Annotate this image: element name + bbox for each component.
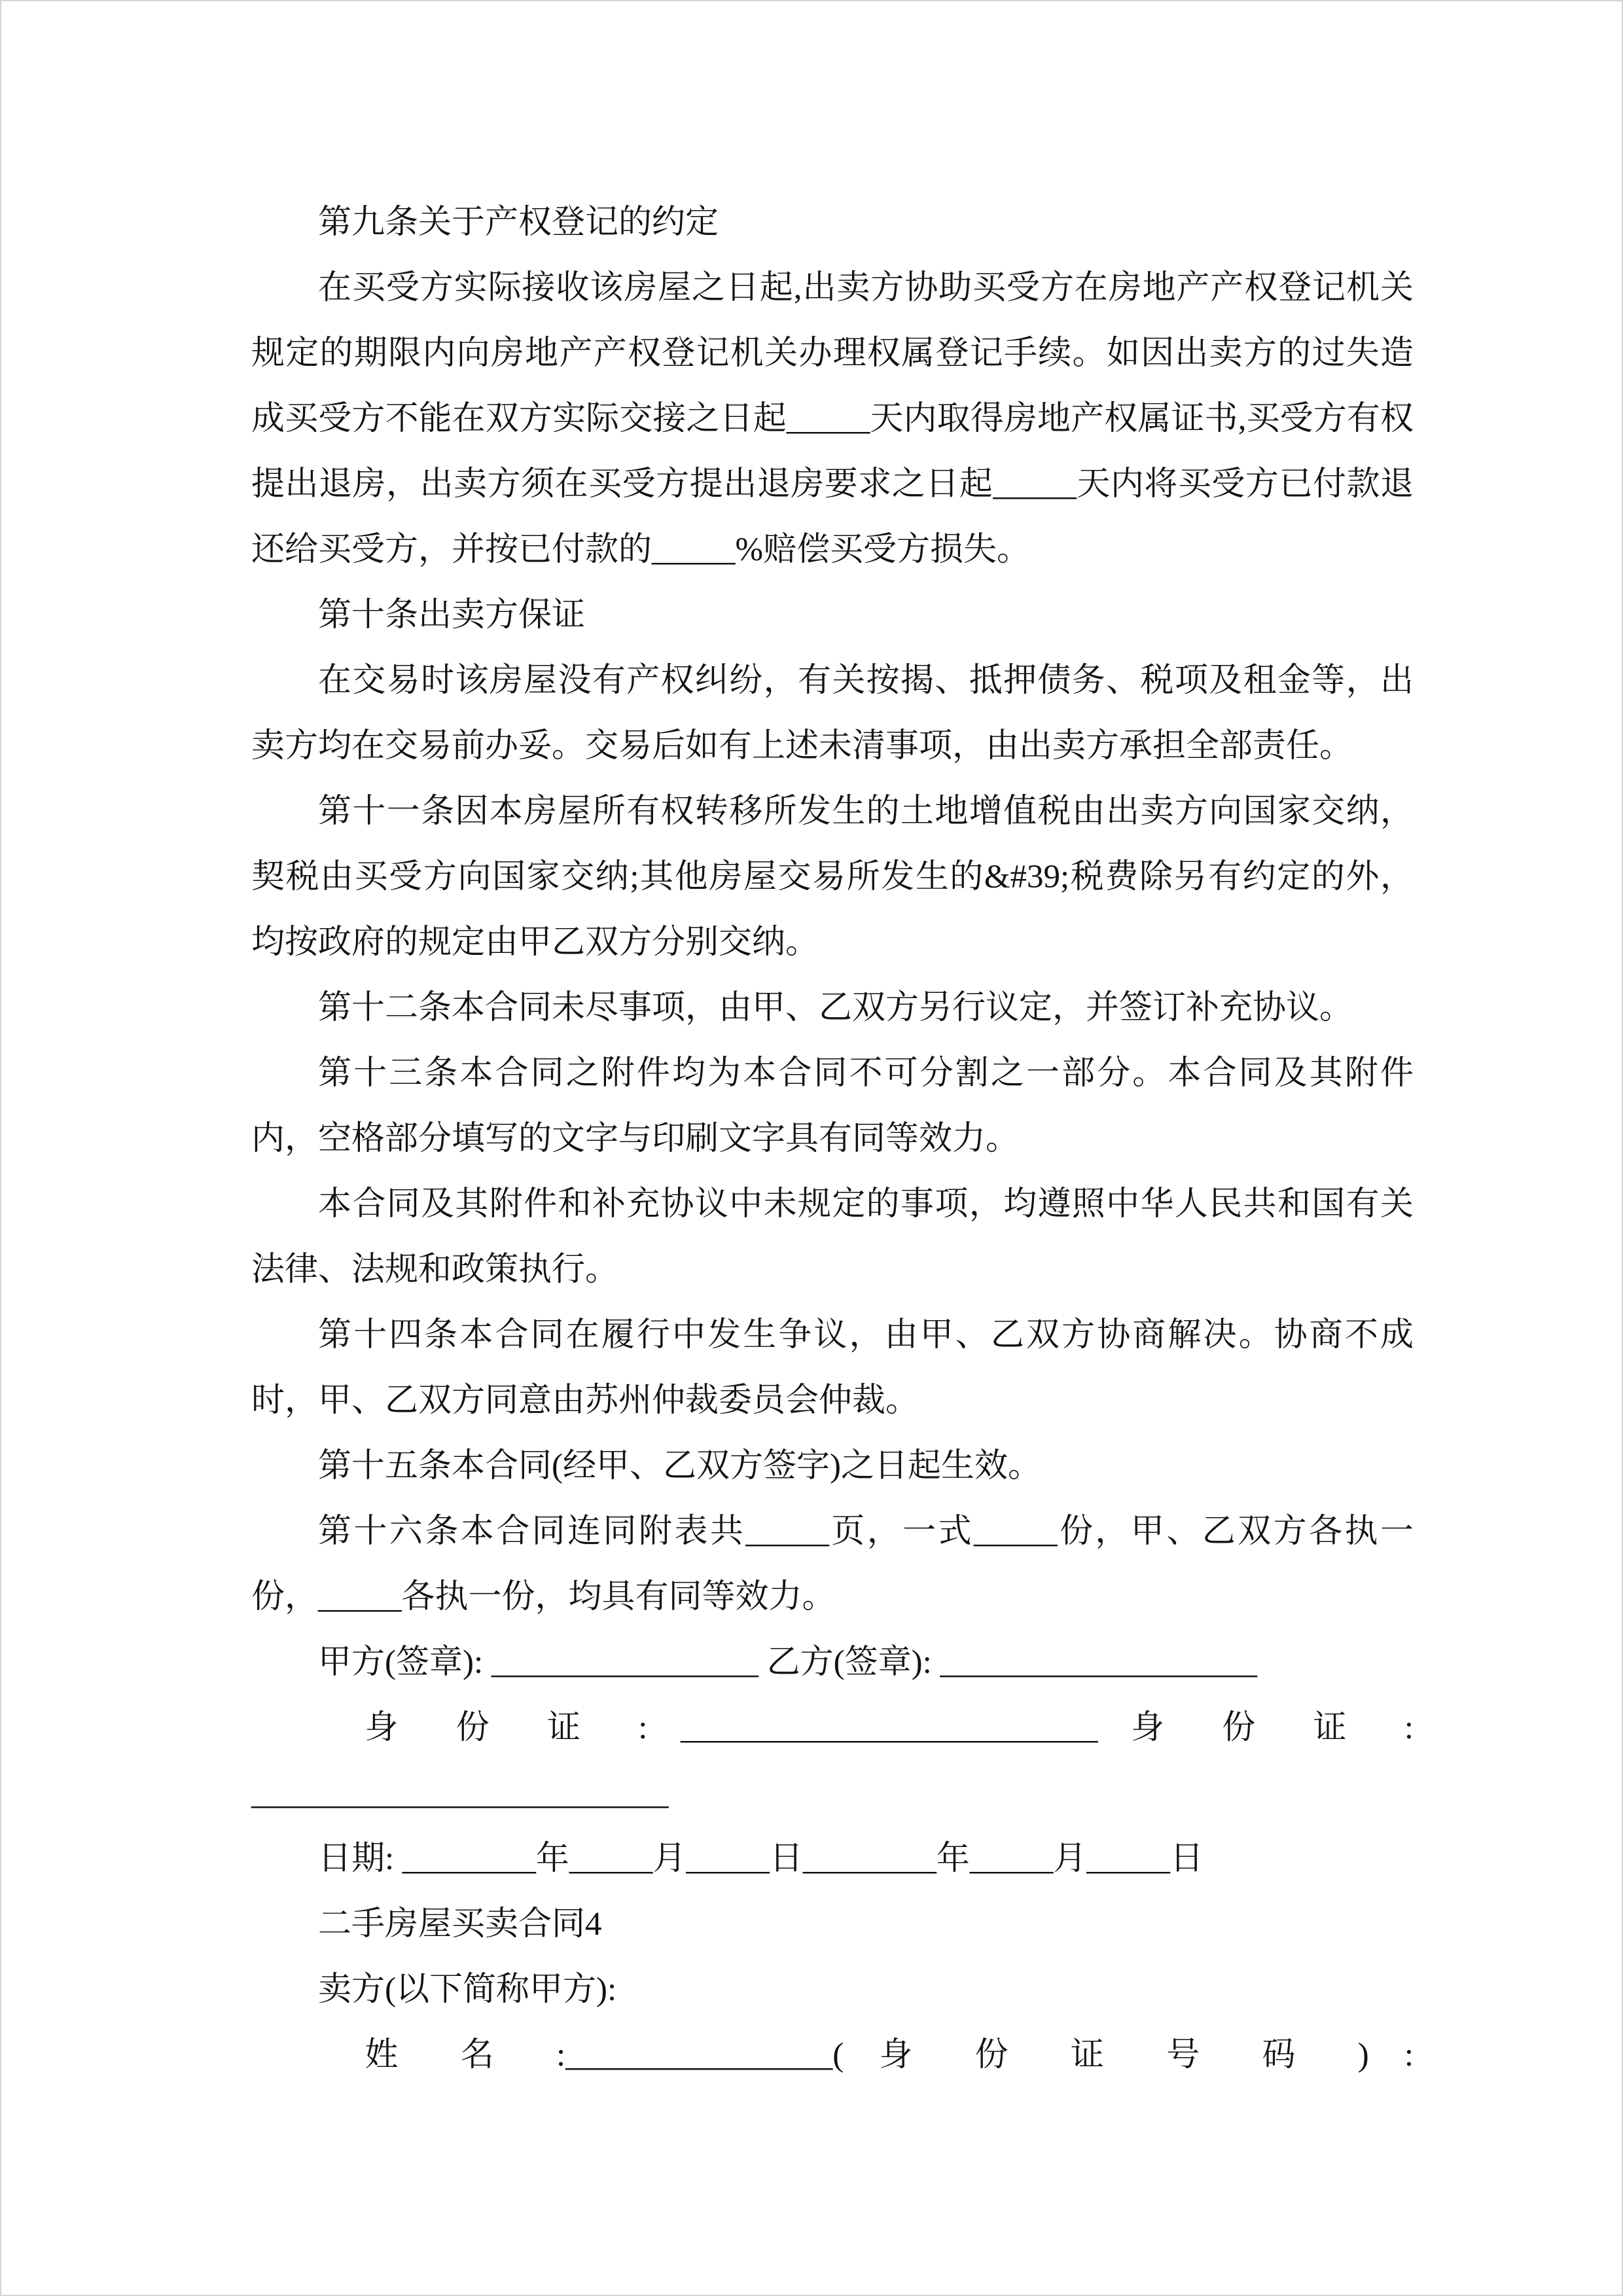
id-card-blank-continuation: _________________________ — [251, 1775, 669, 1812]
seller-intro-line: 卖方(以下简称甲方): — [318, 1971, 617, 2008]
contract-text-block — [1, 1, 1622, 2088]
clause-9-title: 第九条关于产权登记的约定 — [318, 204, 719, 241]
seller-name-line: 姓 名 :________________( 身 份 证 号 码 ) : — [365, 2037, 1414, 2073]
clause-12-body: 第十二条本合同未尽事项，由甲、乙双方另行议定，并签订补充协议。 — [318, 990, 1353, 1026]
clause-14-body: 第十四条本合同在履行中发生争议，由甲、乙双方协商解决。协商不成时，甲、乙双方同意由苏州仲裁委员会仲裁。 — [251, 1317, 1414, 1419]
clause-16-body: 第十六条本合同连同附表共_____页，一式_____份，甲、乙双方各执一份，_____各执一份，均具有同等效力。 — [251, 1513, 1414, 1615]
clause-10-body: 在交易时该房屋没有产权纠纷，有关按揭、抵押债务、税项及租金等，出卖方均在交易前办妥。交易后如有上述未清事项，由出卖方承担全部责任。 — [251, 662, 1414, 764]
clause-13-body: 第十三条本合同之附件均为本合同不可分割之一部分。本合同及其附件内，空格部分填写的文字与印刷文字具有同等效力。 — [251, 1055, 1414, 1157]
clause-11-body: 第十一条因本房屋所有权转移所发生的土地增值税由出卖方向国家交纳，契税由买受方向国家交纳;其他房屋交易所发生的&#39;税费除另有约定的外，均按政府的规定由甲乙双方分别交纳。 — [251, 793, 1414, 961]
clause-15-body: 第十五条本合同(经甲、乙双方签字)之日起生效。 — [318, 1448, 1041, 1484]
clause-9-body: 在买受方实际接收该房屋之日起,出卖方协助买受方在房地产产权登记机关规定的期限内向房地产产权登记机关办理权属登记手续。如因出卖方的过失造成买受方不能在双方实际交接之日起_____天内取得房地产权属证书,买受方有权提出退房，出卖方须在买受方提出退房要求之日起_____天内将买受方已付款退还给买受方，并按已付款的_____%赔偿买受方损失。 — [251, 270, 1414, 568]
signature-line: 甲方(签章): ________________ 乙方(签章): ___________________ — [318, 1644, 1258, 1681]
contract-4-heading: 二手房屋买卖合同4 — [318, 1906, 602, 1943]
clause-10-title: 第十条出卖方保证 — [318, 597, 586, 634]
date-line: 日期: ________年_____月_____日________年_____月_____日 — [318, 1840, 1204, 1877]
clause-13-supplement: 本合同及其附件和补充协议中未规定的事项，均遵照中华人民共和国有关法律、法规和政策执行。 — [251, 1186, 1414, 1288]
id-card-line: 身 份 证 : _________________________ 身 份 证 : — [365, 1710, 1414, 1746]
